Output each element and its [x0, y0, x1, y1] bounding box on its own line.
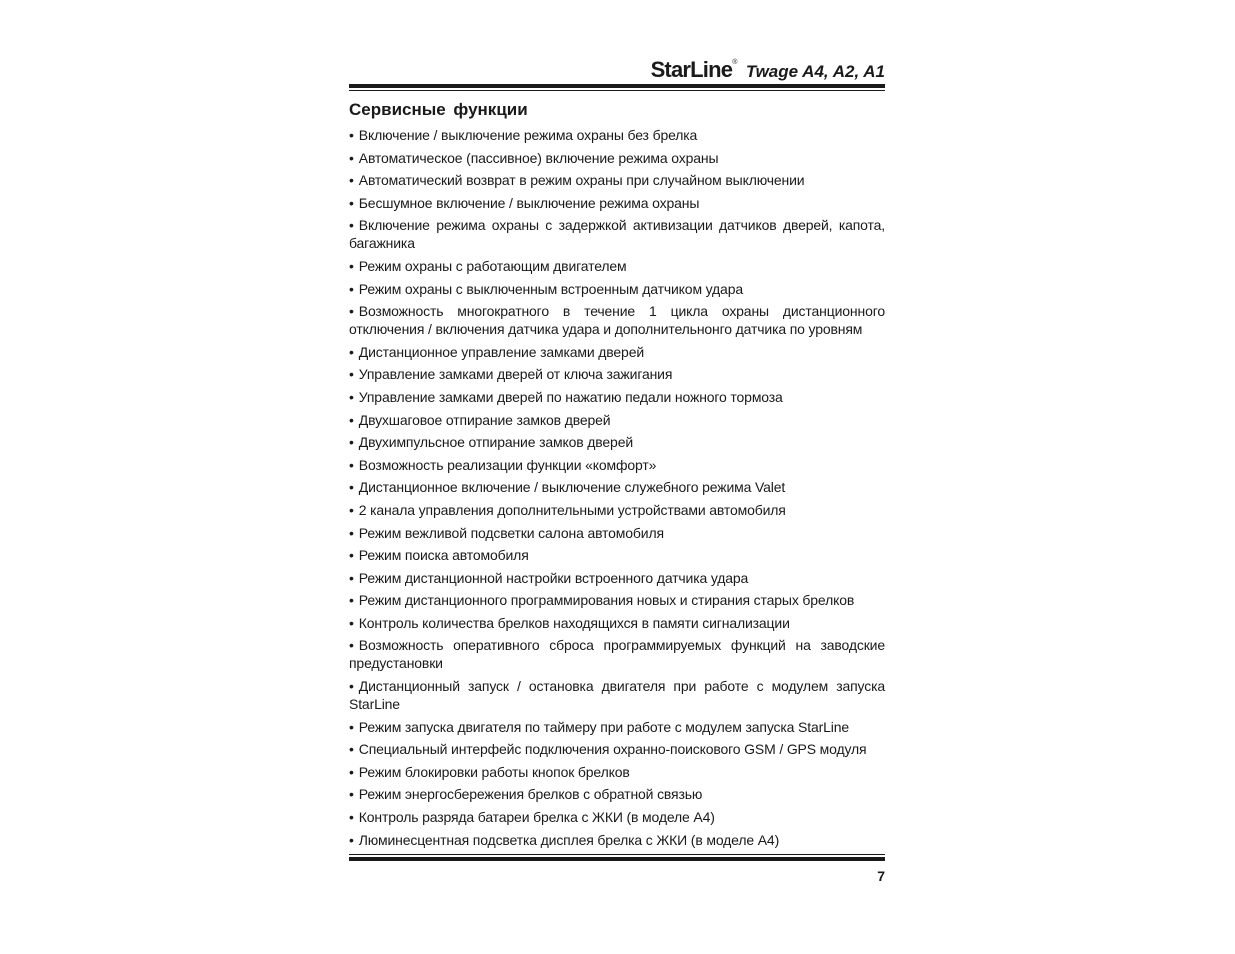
page-header: [349, 52, 885, 82]
list-item: • Управление замками дверей от ключа зажигания: [349, 365, 885, 383]
list-item: • Автоматическое (пассивное) включение режима охраны: [349, 149, 885, 167]
list-item: • Режим поиска автомобиля: [349, 546, 885, 564]
list-item: • Режим запуска двигателя по таймеру при работе с модулем запуска StarLine: [349, 718, 885, 736]
list-item: • Включение режима охраны с задержкой активизации датчиков дверей, капота, багажника: [349, 216, 885, 252]
list-item: • Режим охраны с работающим двигателем: [349, 257, 885, 275]
list-item: • Специальный интерфейс подключения охранно-поискового GSM / GPS модуля: [349, 740, 885, 758]
footer-rule-thick: [349, 857, 885, 861]
list-item: • Возможность оперативного сброса программируемых функций на заводские предустановки: [349, 636, 885, 672]
list-item: • Дистанционное включение / выключение служебного режима Valet: [349, 478, 885, 496]
list-item: • Контроль количества брелков находящихся в памяти сигнализации: [349, 614, 885, 632]
manual-page: [349, 52, 885, 884]
footer-rule-thin: [349, 854, 885, 855]
list-item: • Режим вежливой подсветки салона автомобиля: [349, 524, 885, 542]
header-rule-thin: [349, 90, 885, 91]
brand-logo: [651, 57, 885, 83]
list-item: • Люминесцентная подсветка дисплея брелка с ЖКИ (в моделе А4): [349, 831, 885, 849]
list-item: • 2 канала управления дополнительными устройствами автомобиля: [349, 501, 885, 519]
list-item: • Режим дистанционной настройки встроенного датчика удара: [349, 569, 885, 587]
list-item: • Двухимпульсное отпирание замков дверей: [349, 433, 885, 451]
list-item: • Дистанционный запуск / остановка двигателя при работе с модулем запуска StarLine: [349, 677, 885, 713]
feature-list: [349, 126, 885, 849]
list-item: • Возможность реализации функции «комфорт»: [349, 456, 885, 474]
list-item: • Автоматический возврат в режим охраны при случайном выключении: [349, 171, 885, 189]
list-item: • Двухшаговое отпирание замков дверей: [349, 411, 885, 429]
page-number: 7: [877, 867, 885, 884]
list-item: • Контроль разряда батареи брелка с ЖКИ (в моделе А4): [349, 808, 885, 826]
model-name: Twage A4, A2, A1: [745, 62, 885, 81]
list-item: • Режим дистанционного программирования новых и стирания старых брелков: [349, 591, 885, 609]
list-item: • Режим блокировки работы кнопок брелков: [349, 763, 885, 781]
list-item: • Бесшумное включение / выключение режима охраны: [349, 194, 885, 212]
list-item: • Режим охраны с выключенным встроенным датчиком удара: [349, 280, 885, 298]
list-item: • Управление замками дверей по нажатию педали ножного тормоза: [349, 388, 885, 406]
header-rule-thick: [349, 84, 885, 88]
registered-mark: ®: [732, 59, 738, 66]
list-item: • Включение / выключение режима охраны без брелка: [349, 126, 885, 144]
list-item: • Возможность многократного в течение 1 цикла охраны дистанционного отключения / включения датчика удара и дополнительнонго датчика по уровням: [349, 302, 885, 338]
list-item: • Дистанционное управление замками дверей: [349, 343, 885, 361]
brand-name: StarLine: [650, 57, 733, 82]
section-title: Сервисные функции: [349, 100, 528, 119]
list-item: • Режим энергосбережения брелков с обратной связью: [349, 785, 885, 803]
